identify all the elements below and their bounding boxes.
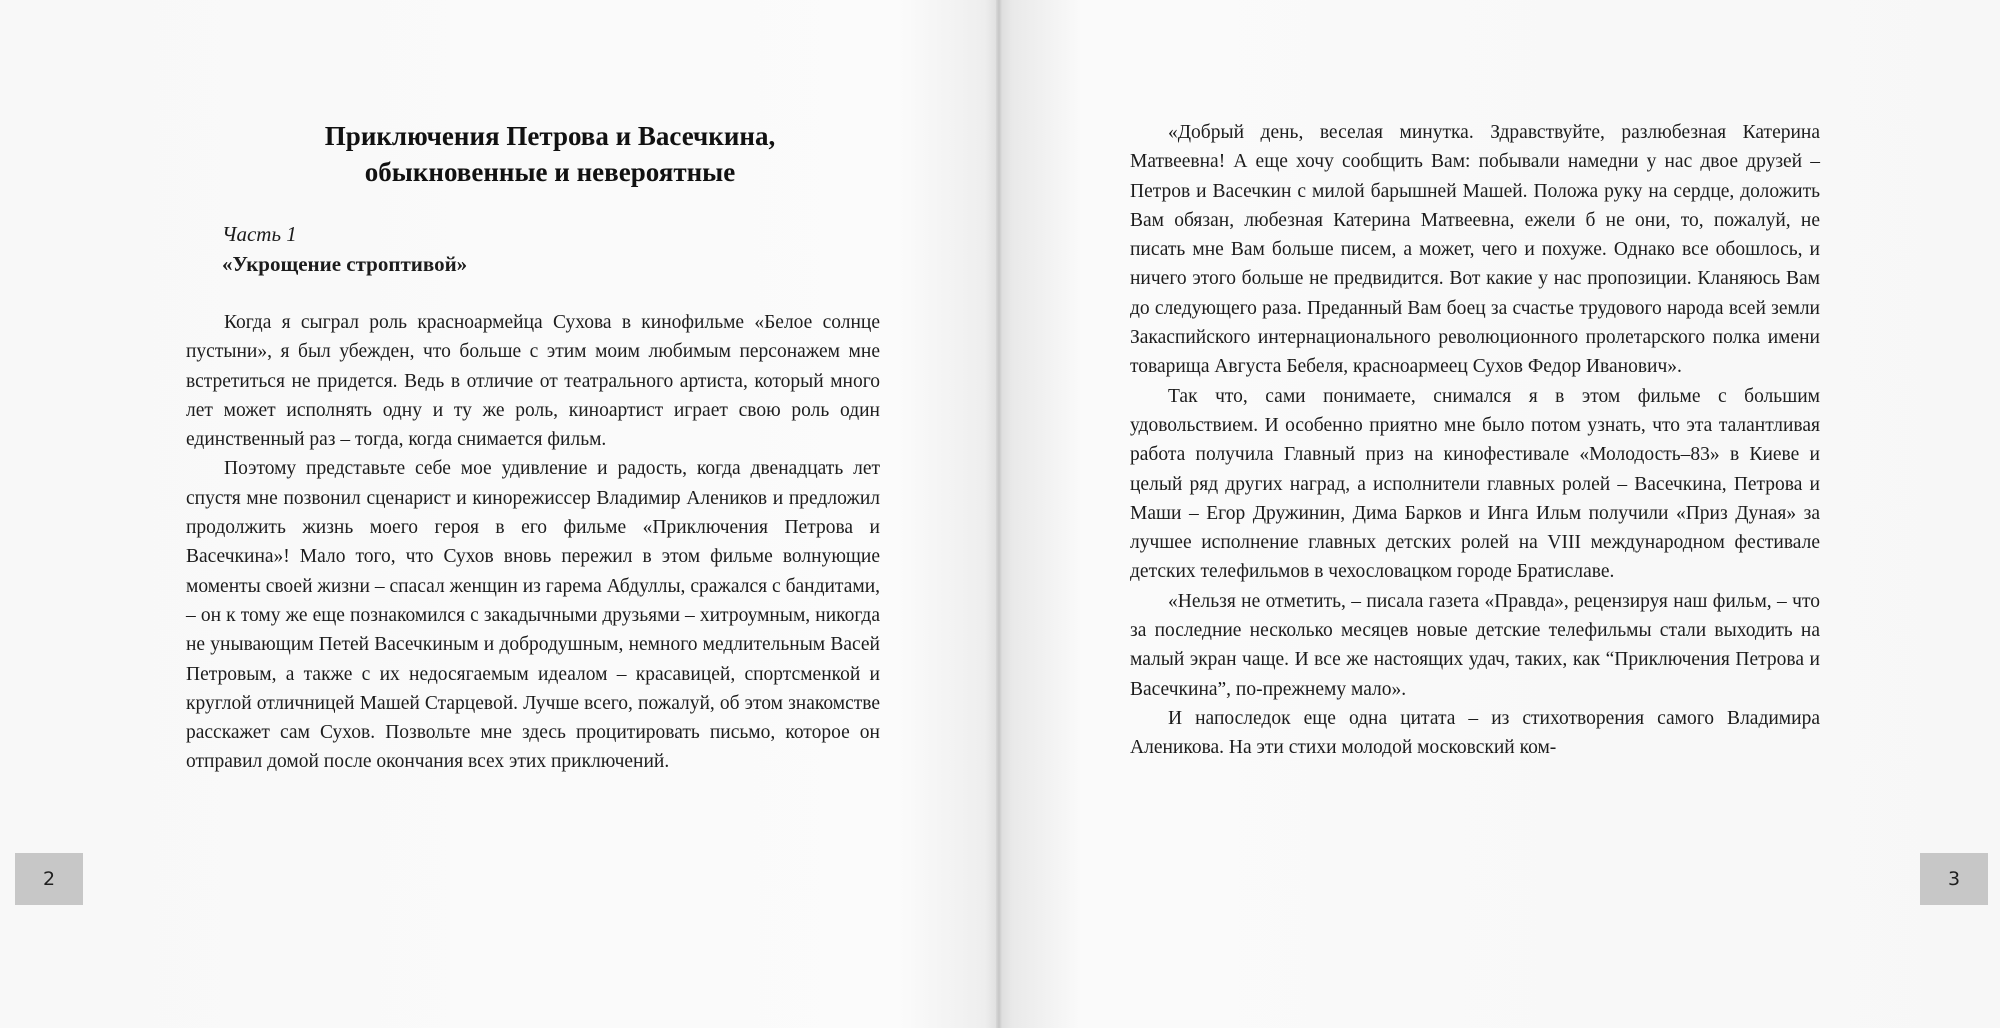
left-page-body [186,308,880,777]
left-paragraph-2: Поэтому представьте себе мое удивление и радость, когда двенадцать лет спустя мне позвонил сценарист и кинорежиссер Владимир Алеников и предложил продолжить жизнь моего героя в его фильме «Приключения Петрова и Васечкина»! Мало того, что Сухов вновь пережил в этом фильме волнующие моменты своей жизни – спасал женщин из гарема Абдуллы, сражался с бандитами, – он к тому же еще познакомился с закадычными друзьями – хитроумным, никогда не унывающим Петей Васечкиным и добродушным, немного медлительным Васей Петровым, а также с их недосягаемым идеалом – красавицей, спортсменкой и круглой отличницей Машей Старцевой. Лучше всего, пожалуй, об этом знакомстве расскажет сам Сухов. Позвольте мне здесь процитировать письмо, которое он отправил домой после окончания всех этих приключений. [186,458,880,773]
left-paragraph-1: Когда я сыграл роль красноармейца Сухова в кинофильме «Белое солнце пустыни», я был убежден, что больше с этим моим любимым персонажем мне встретиться не придется. Ведь в отличие от театрального артиста, который много лет может исполнять одну и ту же роль, киноартист играет свою роль один единственный раз – тогда, когда снимается фильм. [186,312,880,451]
right-page-body [1130,118,1820,763]
part-label: Часть 1 [222,222,297,246]
chapter-title-line-2: обыкновенные и невероятные [364,157,736,187]
page-number-left: 2 [15,853,83,905]
page-number-right: 3 [1920,853,1988,905]
chapter-title [240,118,860,190]
right-paragraph-4: И напоследок еще одна цитата – из стихотворения самого Владимира Аленикова. На эти стихи молодой московский ком- [1130,707,1820,759]
book-spine [996,0,1002,1028]
right-paragraph-2: Так что, сами понимаете, снимался я в этом фильме с большим удовольствием. И особенно приятно мне было потом узнать, что эта талантливая работа получила Главный приз на кинофестивале «Молодость–83» в Киеве и целый ряд других наград, а исполнители главных ролей – Васечкина, Петрова и Маши – Егор Дружинин, Дима Барков и Инга Ильм получили «Приз Дуная» за лучшее исполнение главных детских ролей на VIII международном фестивале детских телефильмов в чехословацком городе Братиславе. [1130,385,1820,583]
chapter-title-line-1: Приключения Петрова и Васечкина, [324,121,776,151]
right-paragraph-1: «Добрый день, веселая минутка. Здравствуйте, разлюбезная Катерина Матвеевна! А еще хочу сообщить Вам: побывали намедни у нас двое друзей – Петров и Васечкин с милой барышней Машей. Положа руку на сердце, доложить Вам обязан, любезная Катерина Матвеевна, ежели б не они, то, пожалуй, не писать мне Вам больше писем, а может, чего и похуже. Однако все обошлось, и ничего этого больше не предвидится. Вот какие у нас пропозиции. Кланяюсь Вам до следующего раза. Преданный Вам боец за счастье трудового народа всей земли Закаспийского интернационального революционного пролетарского полка имени товарища Августа Бебеля, красноармеец Сухов Федор Иванович». [1130,122,1820,378]
right-paragraph-3: «Нельзя не отметить, – писала газета «Правда», рецензируя наш фильм, – что за последние несколько месяцев новые детские телефильмы стали выходить на малый экран чаще. И все же настоящих удач, таких, как “Приключения Петрова и Васечкина”, по-прежнему мало». [1130,590,1820,700]
part-title: «Укрощение строптивой» [222,252,468,276]
